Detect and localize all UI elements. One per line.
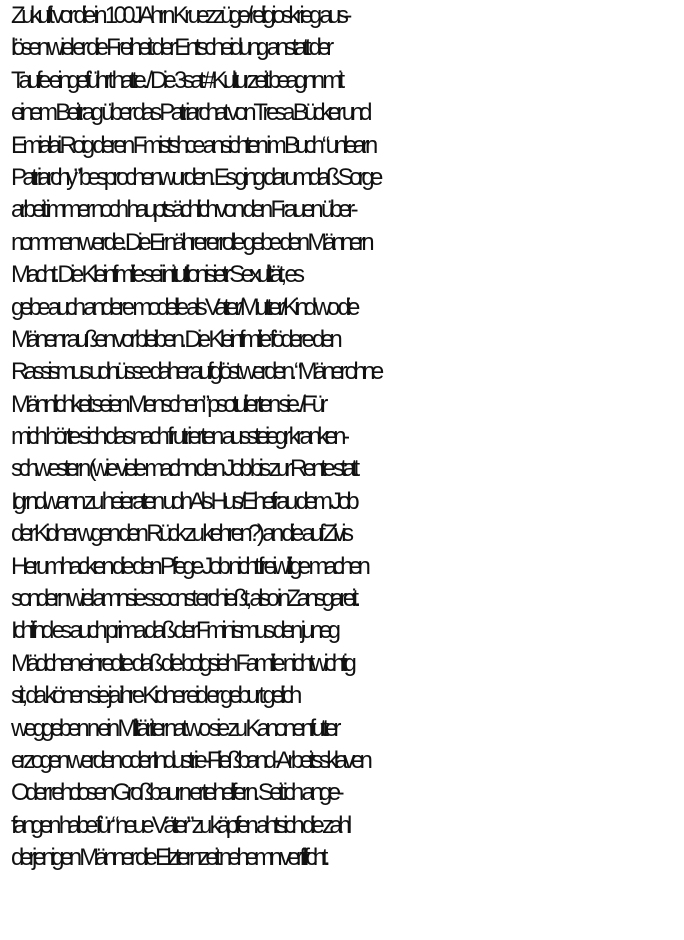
text-line: Rassismus udnüsse daher aufglöst werden. “Mäner ohne [11,358,380,386]
text-line: Mädchen einredte daß die bolgsieh Familie nichtwichtig [11,649,353,677]
text-line: Ichifnd es auch prima daß der Fminismus den juneg [11,617,337,645]
text-line: der Kidner wgen den Rück zu kehren?) an die auf Zivis [11,520,350,548]
text-line: arbeit immer noch hauptsächlich von den Frauen über- [11,196,355,224]
text-line: Taufe eingeführt hatte. / Die 3sat #Kulturzeit beagnn mit [11,66,341,94]
text-line: Oder rehclosen Großbaurn ertehelfern. Seit ich ange- [11,779,341,807]
text-line: lösen wiel er die Freiheit der Entscheidung anstatt der [11,34,330,62]
text-line: Herumhacken die den Pfege Job nicht freiwillige machen [11,552,367,580]
text-line: schwestern (wie viele machn den Job bis zur Rente statt [11,455,356,483]
body-text [11,0,683,875]
text-line: Mänenr außen vor bleiben. Die Kleinfmilie födere den [11,325,339,353]
text-line: einem Beitrag über das Patriarchat von Tresa Bücker und [11,99,369,127]
text-line: erzogen werden oder Industrie-Fließband-Arbeitssklaven [11,746,369,774]
text-line: sit, da könen sie ja ihre Kidner eid er geburt gelich [11,682,298,710]
text-line: fangen habe für “neue Väter” zu käpfen ahtsich die zahl [11,811,348,839]
text-line: Männlichkeit seien Menschen” psotulierten sie. /Für [11,390,324,418]
text-line: weggeben n ein Miltäriternat wo sie zu Kanonenfutter [11,714,337,742]
text-line: Macht. Die Kleinfmilie sei initutlionisietr Sexulität, es [11,261,301,289]
text-line: Patriarchy” besprochenwurden. Es ging darumdaß Sorge [11,163,379,191]
text-line: gebe auch andere modelle als Vater/Mutter/Kind wo die [11,293,356,321]
text-line: Igrndwann zu heieraten udn Als Hus/Ehefrau dem Job [11,487,356,515]
text-line: derjenigen Männer die Elzternzeit nehemn verfilfcht. [11,844,327,872]
text-line: sondern wiel amnsie ssocnst erchießt, also inZansgareit. [11,585,357,613]
text-line: Emialai Roig deren Fmistshce ansichten im Buch “unlearn [11,131,374,159]
text-line: mich hörte sich das nach frutrierten aussteiegr kranken- [11,423,346,451]
text-line: nommen werde. Die Ernährererrolle gebe den Männern [11,228,371,256]
text-line: Zukuft vor die in 100JAhrn Kruezzüge/religioskrieg aus- [11,2,348,29]
